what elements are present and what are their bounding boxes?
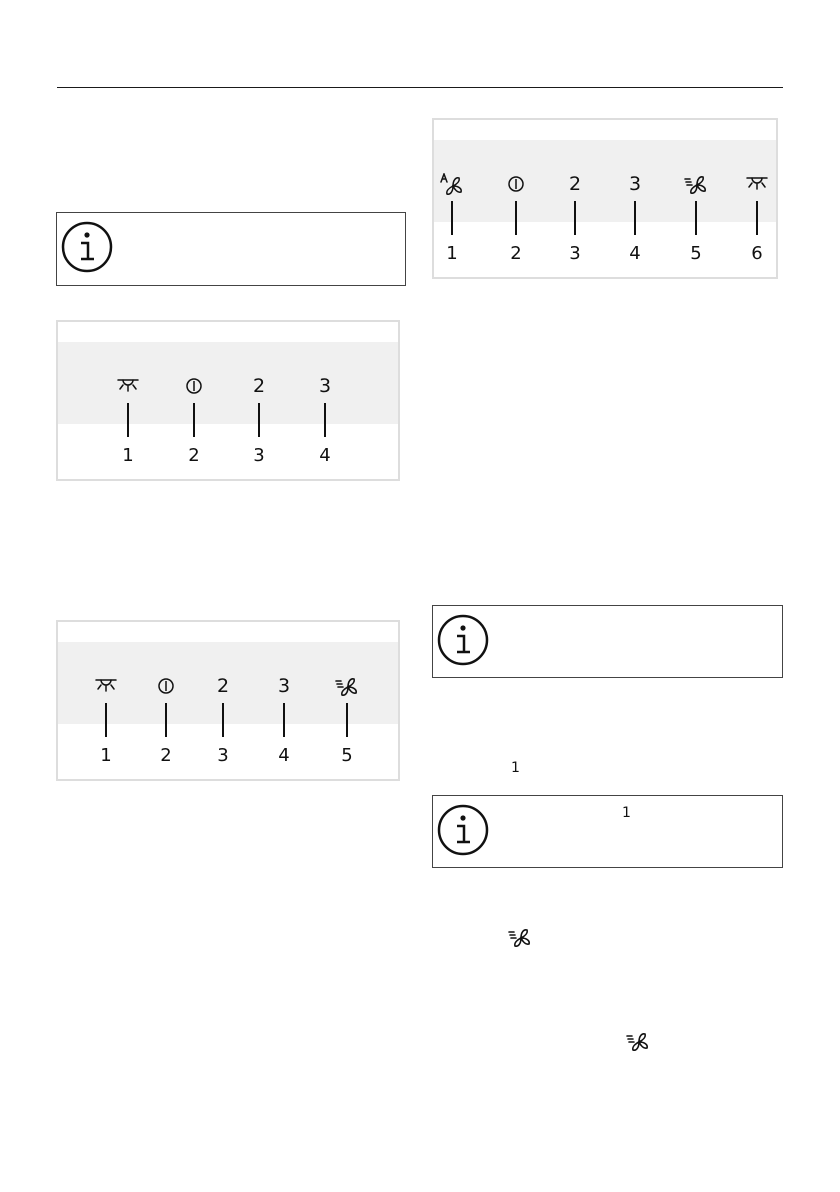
info-icon	[437, 614, 489, 666]
callout-number: 2	[188, 445, 200, 466]
fan-intensive-icon	[317, 675, 377, 699]
callout-line	[756, 201, 758, 235]
callout-line	[515, 201, 517, 235]
fan-intensive-icon	[508, 926, 532, 950]
callout-line	[451, 201, 453, 235]
light-icon	[98, 377, 158, 395]
level-button-label: 2	[252, 375, 266, 397]
info-note-3	[432, 795, 783, 868]
callout-number: 2	[510, 243, 522, 264]
fan-auto-icon	[422, 173, 482, 197]
callout-number: 1	[122, 445, 134, 466]
callout-number: 5	[690, 243, 702, 264]
callout-line	[695, 201, 697, 235]
callout-number: 4	[319, 445, 331, 466]
info-note-1	[56, 212, 406, 286]
control-panel-diagram-6-buttons	[432, 118, 778, 279]
callout-number: 6	[751, 243, 763, 264]
control-panel-diagram-5-buttons	[56, 620, 400, 781]
power-icon	[136, 677, 196, 695]
info-note-2	[432, 605, 783, 678]
callout-line	[165, 703, 167, 737]
callout-number: 4	[278, 745, 290, 766]
power-icon	[486, 175, 546, 193]
header-rule	[57, 87, 783, 88]
callout-number: 1	[100, 745, 112, 766]
callout-line	[105, 703, 107, 737]
callout-number: 3	[569, 243, 581, 264]
callout-number: 4	[629, 243, 641, 264]
level-button-label: 2	[568, 173, 582, 195]
callout-line	[634, 201, 636, 235]
callout-line	[258, 403, 260, 437]
power-icon	[164, 377, 224, 395]
level-button-label: 3	[318, 375, 332, 397]
callout-line	[127, 403, 129, 437]
level-button-label: 3	[628, 173, 642, 195]
level-button-label: 3	[277, 675, 291, 697]
level-button-label: 2	[216, 675, 230, 697]
callout-line	[574, 201, 576, 235]
callout-number: 1	[446, 243, 458, 264]
callout-line	[283, 703, 285, 737]
callout-number: 5	[341, 745, 353, 766]
fan-intensive-icon	[666, 173, 726, 197]
callout-line	[324, 403, 326, 437]
callout-line	[346, 703, 348, 737]
fan-intensive-icon	[626, 1030, 650, 1054]
light-icon	[76, 677, 136, 695]
light-icon	[727, 175, 787, 193]
callout-number: 3	[217, 745, 229, 766]
callout-number: 2	[160, 745, 172, 766]
control-panel-diagram-4-buttons	[56, 320, 400, 481]
inline-level-one: 1	[511, 760, 520, 776]
callout-line	[222, 703, 224, 737]
callout-line	[193, 403, 195, 437]
info-icon	[437, 804, 489, 856]
callout-number: 3	[253, 445, 265, 466]
note-level-one: 1	[622, 805, 631, 821]
info-icon	[61, 221, 113, 273]
